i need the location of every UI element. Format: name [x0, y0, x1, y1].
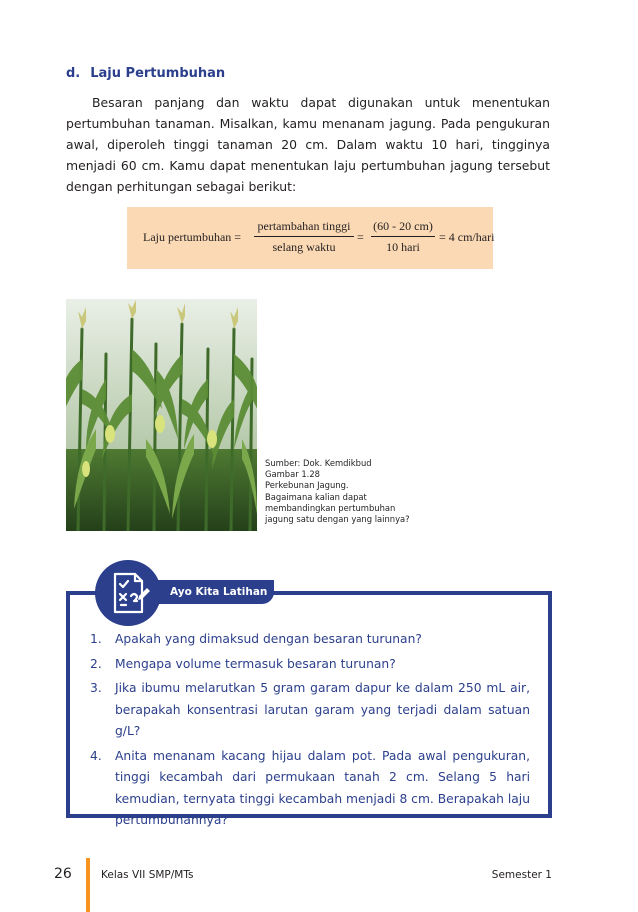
- list-item: [90, 746, 530, 832]
- exercise-tab: Ayo Kita Latihan: [154, 580, 274, 604]
- formula-result: = 4 cm/hari: [439, 230, 495, 244]
- fraction-denominator: 10 hari: [386, 240, 420, 254]
- item-number: 2.: [90, 656, 102, 671]
- item-text: Mengapa volume termasuk besaran turunan?: [115, 656, 396, 671]
- footer-class-label: Kelas VII SMP/MTs: [101, 869, 194, 881]
- item-text: Apakah yang dimaksud dengan besaran turunan?: [115, 632, 422, 646]
- formula-equals: =: [357, 230, 364, 244]
- item-text: Jika ibumu melarutkan 5 gram garam dapur ke dalam 250 mL air, berapakah konsentrasi larutan garam yang terjadi dalam satuan g/L?: [115, 681, 530, 738]
- list-item: [90, 654, 530, 676]
- caption-line: jagung satu dengan yang lainnya?: [265, 514, 410, 525]
- caption-line: Bagaimana kalian dapat: [265, 491, 367, 502]
- fraction-denominator: selang waktu: [272, 240, 336, 254]
- formula-box: [127, 207, 493, 269]
- fraction-numerator: pertambahan tinggi: [254, 219, 354, 237]
- caption-line: Sumber: Dok. Kemdikbud: [265, 458, 372, 468]
- corn-field-photo: [66, 299, 257, 531]
- footer-semester-label: Semester 1: [491, 869, 552, 881]
- footer-divider: [86, 858, 90, 912]
- item-number: 3.: [90, 681, 102, 695]
- list-item: [90, 629, 530, 651]
- item-number: 1.: [90, 632, 102, 646]
- body-paragraph: [66, 92, 550, 197]
- exercise-list: [90, 629, 530, 835]
- formula-label: Laju pertumbuhan =: [143, 230, 242, 244]
- item-number: 4.: [90, 748, 102, 763]
- body-paragraph-text: Besaran panjang dan waktu dapat digunakan untuk menentukan pertumbuhan tanaman. Misalkan, kamu menanam jagung. Pada pengukuran awal, diperoleh tinggi tanaman 20 cm. Dalam waktu 10 hari, tingginya menjadi 60 cm. Kamu dapat menentukan laju pertumbuhan jagung tersebut dengan perhitungan sebagai berikut:: [66, 95, 550, 194]
- formula-fraction-definition: [254, 219, 354, 255]
- section-heading: [66, 66, 225, 81]
- figure-caption: [265, 458, 445, 525]
- item-text: Anita menanam kacang hijau dalam pot. Pada awal pengukuran, tinggi kecambah dari permukaan tanah 2 cm. Selang 5 hari kemudian, ternyata tinggi kecambah menjadi 8 cm. Berapakah laju pertumbuhannya?: [115, 748, 530, 827]
- section-letter: d.: [66, 66, 81, 81]
- caption-line: Perkebunan Jagung.: [265, 480, 349, 491]
- exercise-sheet-icon: [95, 560, 161, 626]
- caption-line: Gambar 1.28: [265, 469, 320, 480]
- list-item: [90, 678, 530, 743]
- corn-field-illustration: [66, 299, 257, 531]
- fraction-numerator: (60 - 20 cm): [371, 219, 435, 237]
- caption-line: membandingkan pertumbuhan: [265, 502, 396, 513]
- formula-fraction-values: [371, 219, 435, 255]
- section-title: Laju Pertumbuhan: [90, 66, 226, 81]
- page-number: 26: [54, 866, 72, 882]
